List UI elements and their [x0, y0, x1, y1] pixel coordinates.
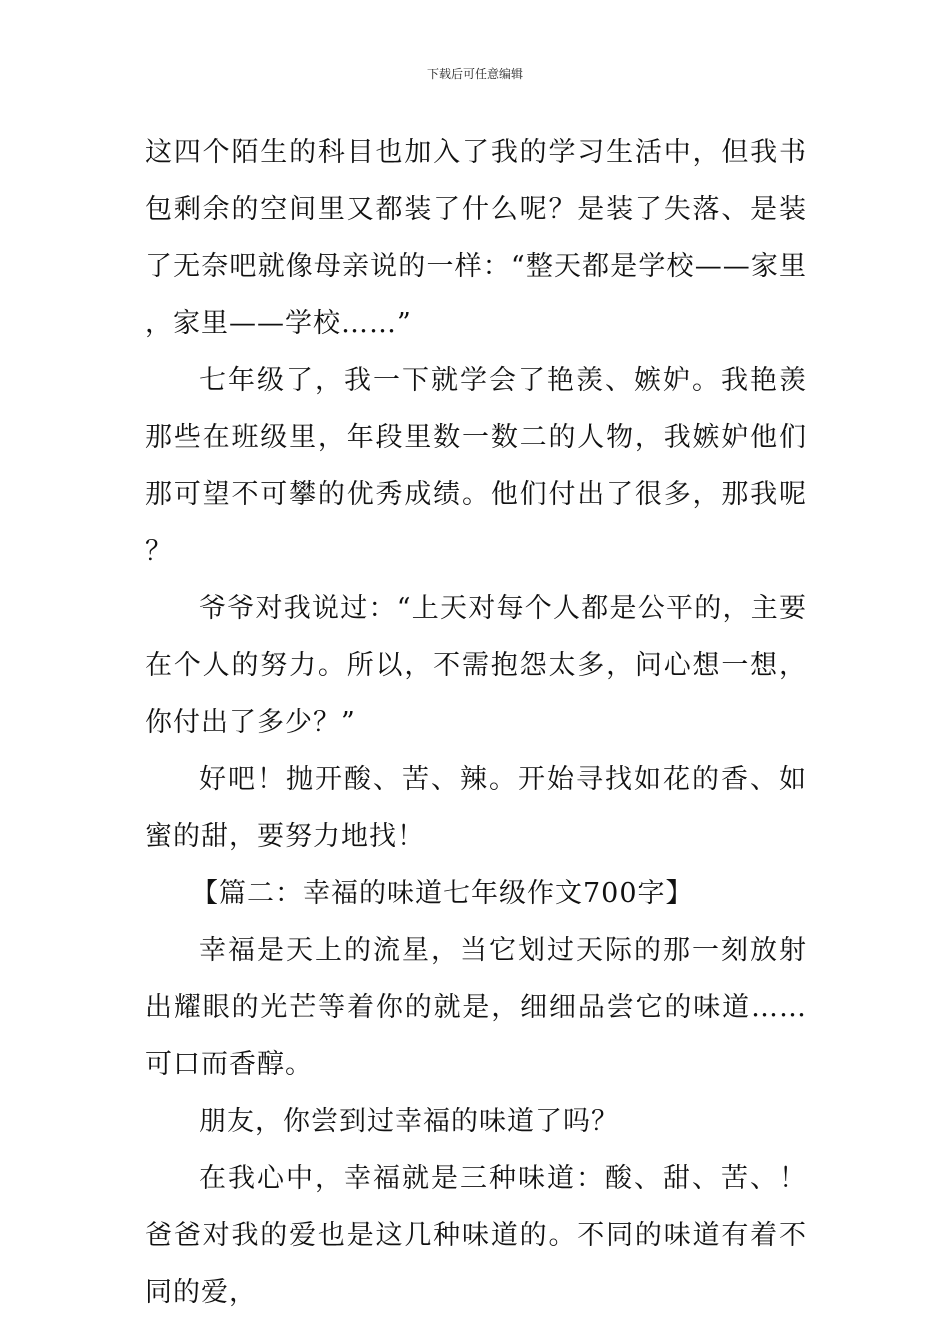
paragraph: 爷爷对我说过：“上天对每个人都是公平的，主要在个人的努力。所以，不需抱怨太多，问心想一想，你付出了多少？” [145, 593, 807, 738]
section-heading: 【篇二：幸福的味道七年级作文700字】 [191, 878, 694, 909]
paragraph: 七年级了，我一下就学会了艳羡、嫉妒。我艳羡那些在班级里，年段里数一数二的人物，我嫉妒他们那可望不可攀的优秀成绩。他们付出了很多，那我呢？ [145, 365, 807, 567]
paragraph: 这四个陌生的科目也加入了我的学习生活中，但我书包剩余的空间里又都装了什么呢？是装了失落、是装了无奈吧就像母亲说的一样：“整天都是学校——家里，家里——学校……” [145, 137, 807, 339]
document-body [145, 124, 807, 1321]
paragraph: 好吧！抛开酸、苦、辣。开始寻找如花的香、如蜜的甜，要努力地找！ [145, 764, 807, 852]
paragraph: 在我心中，幸福就是三种味道：酸、甜、苦、！爸爸对我的爱也是这几种味道的。不同的味道有着不同的爱， [145, 1163, 807, 1308]
page-header: 下载后可任意编辑 [426, 67, 523, 81]
paragraph: 幸福是天上的流星，当它划过天际的那一刻放射出耀眼的光芒等着你的就是，细细品尝它的味道……可口而香醇。 [145, 935, 807, 1080]
paragraph: 朋友，你尝到过幸福的味道了吗？ [199, 1106, 619, 1137]
